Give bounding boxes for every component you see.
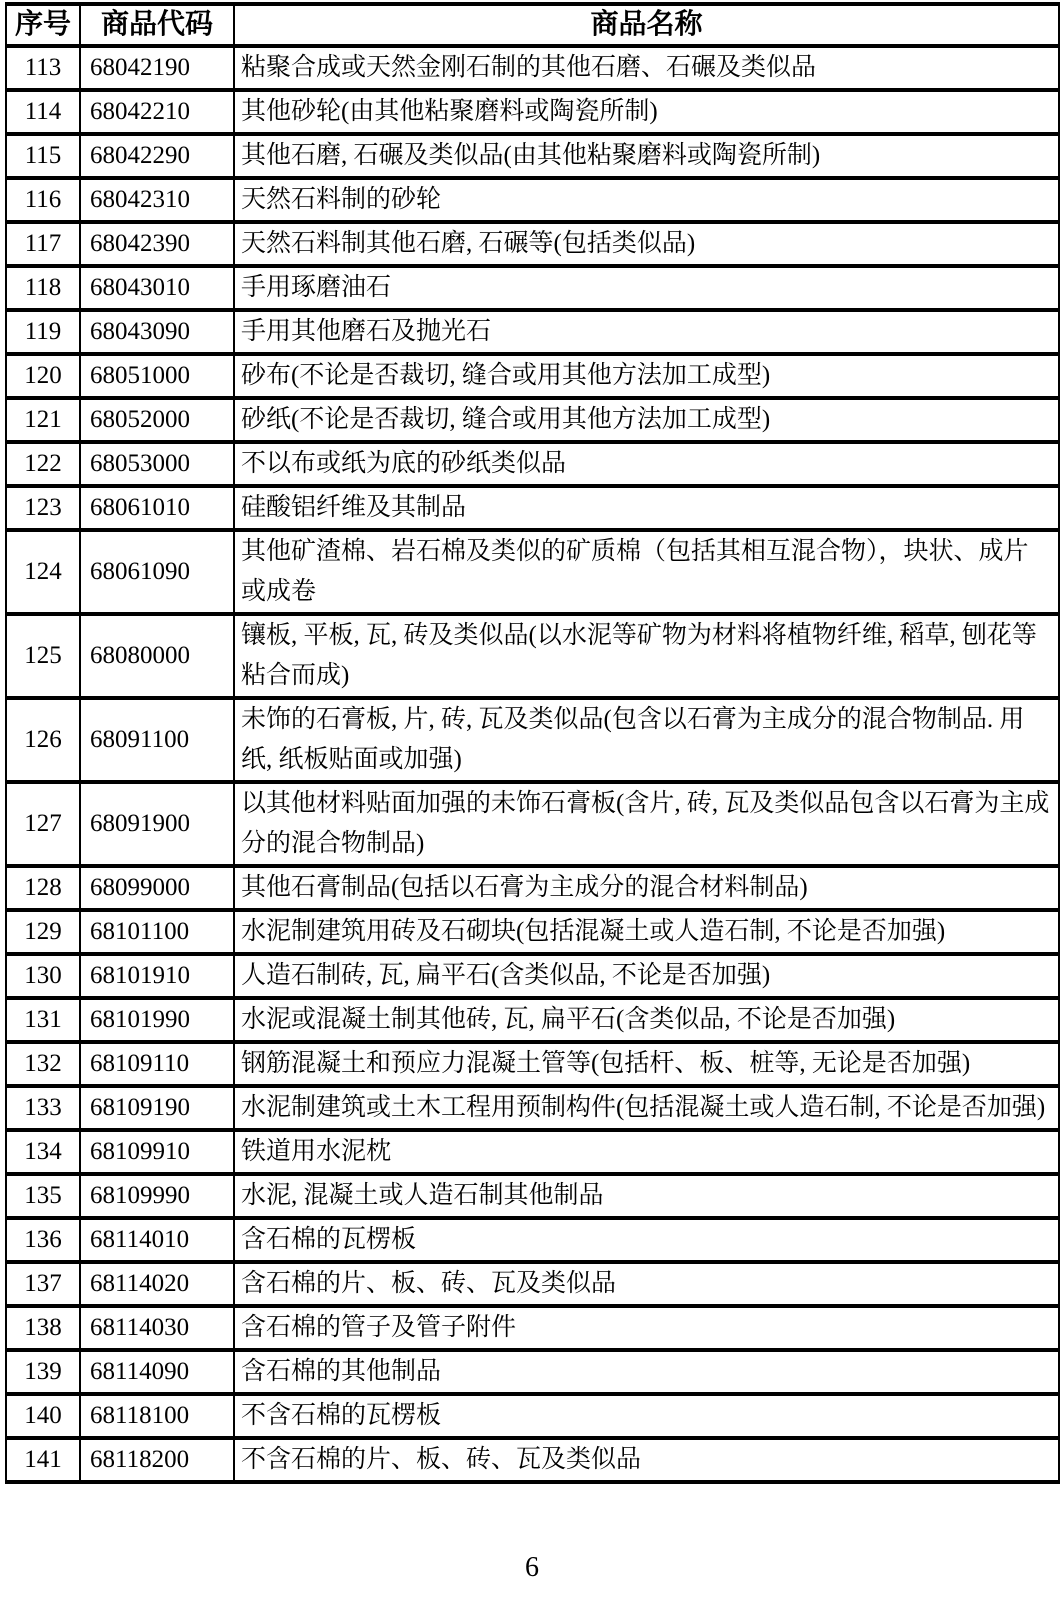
code-cell: 68114030: [80, 1306, 234, 1350]
table-row: [6, 530, 1059, 614]
table-row: [6, 266, 1059, 310]
code-cell: 68101100: [80, 910, 234, 954]
code-cell: 68114020: [80, 1262, 234, 1306]
code-cell: 68080000: [80, 614, 234, 698]
name-cell: 人造石制砖, 瓦, 扁平石(含类似品, 不论是否加强): [234, 954, 1059, 998]
name-cell: 含石棉的管子及管子附件: [234, 1306, 1059, 1350]
code-cell: 68101910: [80, 954, 234, 998]
header-row: [6, 4, 1059, 46]
serial-cell: 133: [6, 1086, 80, 1130]
code-cell: 68061090: [80, 530, 234, 614]
code-cell: 68109110: [80, 1042, 234, 1086]
name-cell: 手用琢磨油石: [234, 266, 1059, 310]
header-commodity-code: 商品代码: [80, 4, 234, 46]
name-cell: 水泥制建筑用砖及石砌块(包括混凝土或人造石制, 不论是否加强): [234, 910, 1059, 954]
table-body: [6, 46, 1059, 1482]
code-cell: 68042390: [80, 222, 234, 266]
table-row: [6, 222, 1059, 266]
name-cell: 镶板, 平板, 瓦, 砖及类似品(以水泥等矿物为材料将植物纤维, 稻草, 刨花等粘合而成): [234, 614, 1059, 698]
serial-cell: 119: [6, 310, 80, 354]
name-cell: 其他石膏制品(包括以石膏为主成分的混合材料制品): [234, 866, 1059, 910]
code-cell: 68109990: [80, 1174, 234, 1218]
table-row: [6, 782, 1059, 866]
name-cell: 不含石棉的片、板、砖、瓦及类似品: [234, 1438, 1059, 1482]
code-cell: 68091900: [80, 782, 234, 866]
serial-cell: 118: [6, 266, 80, 310]
serial-cell: 123: [6, 486, 80, 530]
serial-cell: 126: [6, 698, 80, 782]
serial-cell: 131: [6, 998, 80, 1042]
serial-cell: 129: [6, 910, 80, 954]
table-row: [6, 1130, 1059, 1174]
code-cell: 68118100: [80, 1394, 234, 1438]
table-row: [6, 1086, 1059, 1130]
code-cell: 68091100: [80, 698, 234, 782]
table-row: [6, 1174, 1059, 1218]
table-row: [6, 910, 1059, 954]
serial-cell: 140: [6, 1394, 80, 1438]
name-cell: 含石棉的片、板、砖、瓦及类似品: [234, 1262, 1059, 1306]
name-cell: 硅酸铝纤维及其制品: [234, 486, 1059, 530]
header-commodity-name: 商品名称: [234, 4, 1059, 46]
serial-cell: 141: [6, 1438, 80, 1482]
serial-cell: 124: [6, 530, 80, 614]
code-cell: 68109190: [80, 1086, 234, 1130]
table-row: [6, 1350, 1059, 1394]
table-row: [6, 954, 1059, 998]
name-cell: 含石棉的瓦楞板: [234, 1218, 1059, 1262]
table-row: [6, 354, 1059, 398]
serial-cell: 128: [6, 866, 80, 910]
code-cell: 68052000: [80, 398, 234, 442]
name-cell: 含石棉的其他制品: [234, 1350, 1059, 1394]
serial-cell: 114: [6, 90, 80, 134]
code-cell: 68051000: [80, 354, 234, 398]
commodity-table: [5, 2, 1060, 1484]
table-row: [6, 46, 1059, 90]
name-cell: 其他矿渣棉、岩石棉及类似的矿质棉（包括其相互混合物），块状、成片或成卷: [234, 530, 1059, 614]
code-cell: 68061010: [80, 486, 234, 530]
serial-cell: 116: [6, 178, 80, 222]
serial-cell: 138: [6, 1306, 80, 1350]
name-cell: 铁道用水泥枕: [234, 1130, 1059, 1174]
table-row: [6, 310, 1059, 354]
serial-cell: 117: [6, 222, 80, 266]
serial-cell: 120: [6, 354, 80, 398]
table-row: [6, 1218, 1059, 1262]
table-row: [6, 90, 1059, 134]
serial-cell: 115: [6, 134, 80, 178]
serial-cell: 127: [6, 782, 80, 866]
name-cell: 天然石料制的砂轮: [234, 178, 1059, 222]
name-cell: 水泥或混凝土制其他砖, 瓦, 扁平石(含类似品, 不论是否加强): [234, 998, 1059, 1042]
name-cell: 天然石料制其他石磨, 石碾等(包括类似品): [234, 222, 1059, 266]
serial-cell: 121: [6, 398, 80, 442]
table-row: [6, 1438, 1059, 1482]
name-cell: 砂纸(不论是否裁切, 缝合或用其他方法加工成型): [234, 398, 1059, 442]
serial-cell: 130: [6, 954, 80, 998]
code-cell: 68101990: [80, 998, 234, 1042]
serial-cell: 132: [6, 1042, 80, 1086]
serial-cell: 139: [6, 1350, 80, 1394]
code-cell: 68042210: [80, 90, 234, 134]
code-cell: 68042190: [80, 46, 234, 90]
table-row: [6, 866, 1059, 910]
name-cell: 其他砂轮(由其他粘聚磨料或陶瓷所制): [234, 90, 1059, 134]
serial-cell: 122: [6, 442, 80, 486]
code-cell: 68042290: [80, 134, 234, 178]
name-cell: 不含石棉的瓦楞板: [234, 1394, 1059, 1438]
name-cell: 其他石磨, 石碾及类似品(由其他粘聚磨料或陶瓷所制): [234, 134, 1059, 178]
table-row: [6, 442, 1059, 486]
table-row: [6, 698, 1059, 782]
table-row: [6, 614, 1059, 698]
name-cell: 水泥, 混凝土或人造石制其他制品: [234, 1174, 1059, 1218]
table-row: [6, 1262, 1059, 1306]
code-cell: 68099000: [80, 866, 234, 910]
name-cell: 不以布或纸为底的砂纸类似品: [234, 442, 1059, 486]
table-row: [6, 1394, 1059, 1438]
table-row: [6, 486, 1059, 530]
name-cell: 砂布(不论是否裁切, 缝合或用其他方法加工成型): [234, 354, 1059, 398]
name-cell: 以其他材料贴面加强的未饰石膏板(含片, 砖, 瓦及类似品包含以石膏为主成分的混合物制品): [234, 782, 1059, 866]
table-row: [6, 134, 1059, 178]
code-cell: 68043010: [80, 266, 234, 310]
serial-cell: 134: [6, 1130, 80, 1174]
name-cell: 粘聚合成或天然金刚石制的其他石磨、石碾及类似品: [234, 46, 1059, 90]
header-serial-number: 序号: [6, 4, 80, 46]
code-cell: 68043090: [80, 310, 234, 354]
table-row: [6, 398, 1059, 442]
page-number: 6: [525, 1552, 539, 1583]
name-cell: 未饰的石膏板, 片, 砖, 瓦及类似品(包含以石膏为主成分的混合物制品. 用纸, 纸板贴面或加强): [234, 698, 1059, 782]
name-cell: 水泥制建筑或土木工程用预制构件(包括混凝土或人造石制, 不论是否加强): [234, 1086, 1059, 1130]
code-cell: 68053000: [80, 442, 234, 486]
table-row: [6, 1306, 1059, 1350]
code-cell: 68042310: [80, 178, 234, 222]
code-cell: 68114090: [80, 1350, 234, 1394]
serial-cell: 125: [6, 614, 80, 698]
table-row: [6, 178, 1059, 222]
serial-cell: 137: [6, 1262, 80, 1306]
name-cell: 手用其他磨石及抛光石: [234, 310, 1059, 354]
code-cell: 68118200: [80, 1438, 234, 1482]
serial-cell: 135: [6, 1174, 80, 1218]
table-row: [6, 998, 1059, 1042]
serial-cell: 113: [6, 46, 80, 90]
serial-cell: 136: [6, 1218, 80, 1262]
name-cell: 钢筋混凝土和预应力混凝土管等(包括杆、板、桩等, 无论是否加强): [234, 1042, 1059, 1086]
code-cell: 68109910: [80, 1130, 234, 1174]
table-row: [6, 1042, 1059, 1086]
code-cell: 68114010: [80, 1218, 234, 1262]
